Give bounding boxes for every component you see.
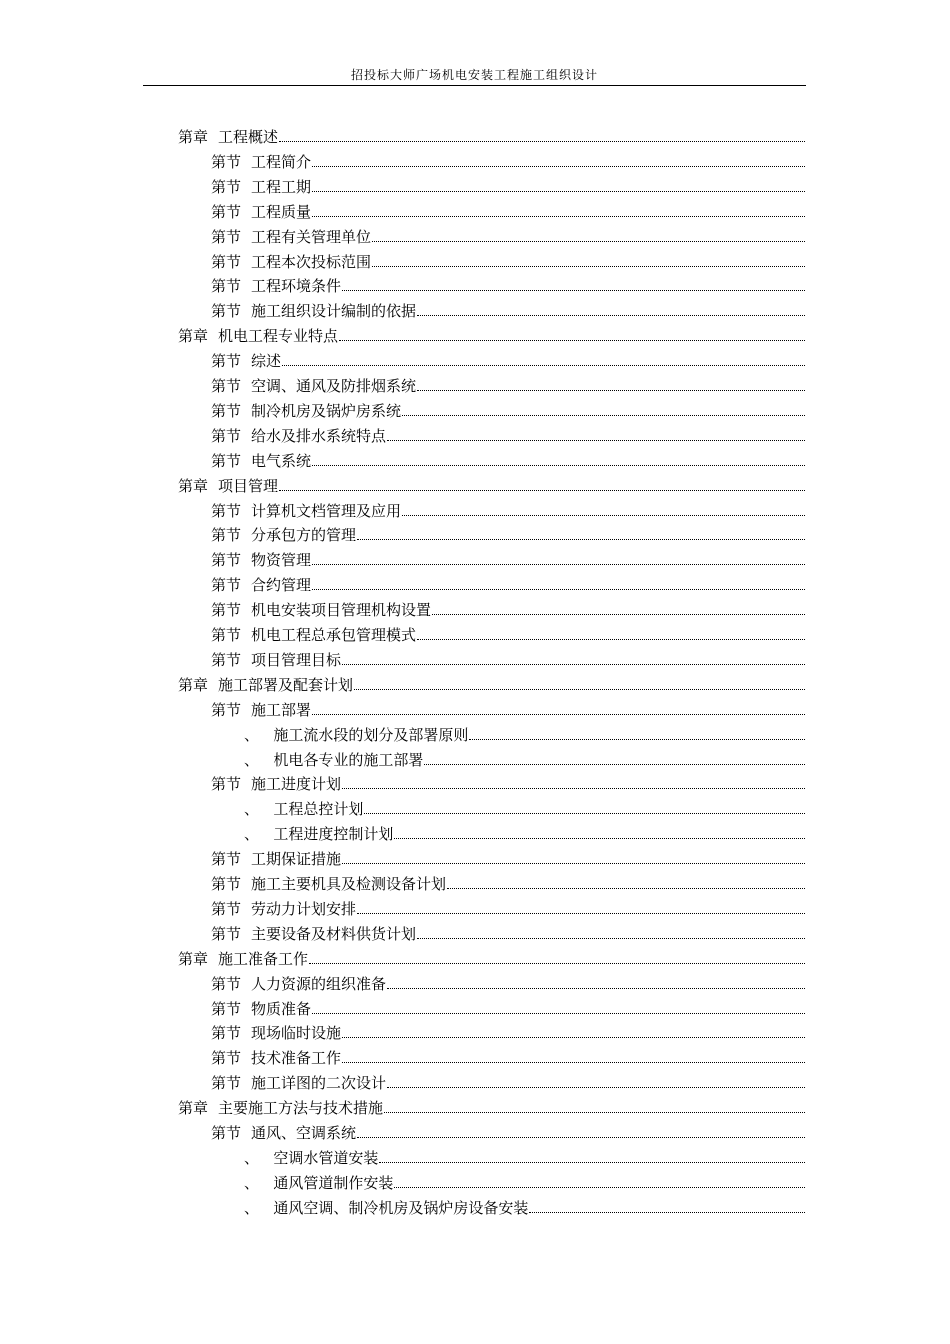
toc-section-entry[interactable] <box>211 924 805 944</box>
toc-entry-title: 物资管理 <box>251 551 312 570</box>
toc-section-entry[interactable] <box>211 351 805 371</box>
toc-entry-prefix: 第节 <box>211 302 242 321</box>
toc-entry-prefix: 第节 <box>211 501 242 520</box>
toc-entry-title: 分承包方的管理 <box>251 526 357 545</box>
toc-entry-prefix: 第节 <box>211 1049 242 1068</box>
toc-dot-leader <box>342 788 805 789</box>
toc-entry-title: 项目管理目标 <box>251 650 342 669</box>
toc-entry-title: 施工进度计划 <box>251 775 342 794</box>
toc-entry-title: 施工部署 <box>251 700 312 719</box>
toc-section-entry[interactable] <box>211 774 805 794</box>
toc-dot-leader <box>384 1112 805 1113</box>
toc-dot-leader <box>417 639 805 640</box>
toc-entry-title: 人力资源的组织准备 <box>251 974 387 993</box>
toc-section-entry[interactable] <box>211 426 805 446</box>
toc-entry-prefix: 第节 <box>211 426 242 445</box>
toc-dot-leader <box>379 1162 805 1163</box>
toc-entry-title: 施工准备工作 <box>218 949 309 968</box>
toc-section-entry[interactable] <box>211 152 805 172</box>
toc-dot-leader <box>309 963 805 964</box>
toc-entry-title: 合约管理 <box>251 576 312 595</box>
toc-entry-title: 工程环境条件 <box>251 277 342 296</box>
toc-subsection-entry[interactable] <box>244 1198 805 1218</box>
toc-dot-leader <box>447 888 805 889</box>
toc-entry-prefix: 第节 <box>211 551 242 570</box>
toc-entry-prefix: 第节 <box>211 377 242 395</box>
toc-entry-prefix: 第节 <box>211 700 242 719</box>
toc-entry-prefix: 、 <box>244 1173 274 1192</box>
toc-chapter-entry[interactable] <box>178 675 805 695</box>
toc-entry-title: 施工流水段的划分及部署原则 <box>273 725 469 744</box>
toc-entry-prefix: 第节 <box>211 1024 242 1043</box>
toc-entry-prefix: 、 <box>244 1148 274 1167</box>
toc-dot-leader <box>387 1087 805 1088</box>
toc-section-entry[interactable] <box>211 276 805 296</box>
toc-subsection-entry[interactable] <box>244 1148 805 1168</box>
toc-dot-leader <box>529 1212 805 1213</box>
toc-entry-title: 施工详图的二次设计 <box>251 1074 387 1093</box>
toc-dot-leader <box>312 191 805 192</box>
toc-entry-title: 给水及排水系统特点 <box>251 426 387 445</box>
toc-entry-prefix: 第节 <box>211 1074 242 1093</box>
toc-chapter-entry[interactable] <box>178 949 805 969</box>
toc-section-entry[interactable] <box>211 1048 805 1068</box>
toc-dot-leader <box>424 764 805 765</box>
toc-entry-prefix: 、 <box>244 1198 274 1217</box>
toc-dot-leader <box>432 614 805 615</box>
toc-entry-title: 工程概述 <box>218 128 279 146</box>
toc-section-entry[interactable] <box>211 849 805 869</box>
toc-entry-prefix: 第节 <box>211 227 242 246</box>
toc-entry-title: 工程简介 <box>251 152 312 171</box>
toc-dot-leader <box>357 1137 805 1138</box>
toc-dot-leader <box>394 838 805 839</box>
toc-entry-prefix: 第节 <box>211 352 242 371</box>
toc-entry-prefix: 第节 <box>211 875 242 893</box>
toc-entry-title: 机电安装项目管理机构设置 <box>251 601 432 620</box>
toc-dot-leader <box>339 340 805 341</box>
toc-section-entry[interactable] <box>211 600 805 620</box>
toc-entry-prefix: 第节 <box>211 277 242 296</box>
toc-entry-title: 工程本次投标范围 <box>251 252 372 271</box>
toc-dot-leader <box>279 490 805 491</box>
toc-entry-title: 机电工程专业特点 <box>218 327 339 346</box>
toc-entry-title: 物质准备 <box>251 999 312 1018</box>
toc-subsection-entry[interactable] <box>244 750 805 770</box>
toc-entry-prefix: 第节 <box>211 850 242 869</box>
toc-entry-prefix: 第节 <box>211 401 242 420</box>
toc-entry-title: 计算机文档管理及应用 <box>251 501 402 520</box>
toc-entry-prefix: 第节 <box>211 451 242 470</box>
toc-dot-leader <box>342 290 805 291</box>
toc-dot-leader <box>342 1062 805 1063</box>
toc-entry-title: 主要施工方法与技术措施 <box>218 1099 384 1118</box>
toc-entry-prefix: 第节 <box>211 924 242 943</box>
toc-entry-title: 施工主要机具及检测设备计划 <box>251 875 447 893</box>
toc-section-entry[interactable] <box>211 575 805 595</box>
toc-dot-leader <box>394 1187 805 1188</box>
toc-entry-title: 施工组织设计编制的依据 <box>251 302 417 321</box>
toc-dot-leader <box>312 1013 805 1014</box>
toc-entry-prefix: 第章 <box>178 1099 209 1118</box>
toc-entry-prefix: 第节 <box>211 252 242 271</box>
toc-entry-title: 工程有关管理单位 <box>251 227 372 246</box>
toc-entry-title: 项目管理 <box>218 476 279 495</box>
toc-entry-prefix: 第节 <box>211 202 242 221</box>
toc-entry-title: 工程工期 <box>251 177 312 196</box>
toc-dot-leader <box>357 539 805 540</box>
toc-entry-prefix: 第章 <box>178 128 209 146</box>
toc-section-entry[interactable] <box>211 974 805 994</box>
toc-section-entry[interactable] <box>211 1123 805 1143</box>
toc-entry-prefix: 第节 <box>211 601 242 620</box>
toc-section-entry[interactable] <box>211 700 805 720</box>
toc-entry-title: 制冷机房及锅炉房系统 <box>251 401 402 420</box>
toc-entry-title: 劳动力计划安排 <box>251 899 357 918</box>
toc-dot-leader <box>417 938 805 939</box>
toc-section-entry[interactable] <box>211 227 805 247</box>
toc-chapter-entry[interactable] <box>178 326 805 346</box>
toc-dot-leader <box>312 465 805 466</box>
toc-entry-prefix: 第节 <box>211 999 242 1018</box>
toc-entry-prefix: 、 <box>244 825 274 844</box>
toc-section-entry[interactable] <box>211 451 805 471</box>
toc-chapter-entry[interactable] <box>178 127 805 147</box>
toc-section-entry[interactable] <box>211 650 805 670</box>
toc-section-entry[interactable] <box>211 625 805 645</box>
toc-entry-prefix: 、 <box>244 800 274 819</box>
toc-entry-prefix: 第节 <box>211 899 242 918</box>
toc-entry-prefix: 第章 <box>178 476 209 495</box>
toc-section-entry[interactable] <box>211 177 805 197</box>
toc-entry-prefix: 第章 <box>178 675 209 694</box>
toc-section-entry[interactable] <box>211 899 805 919</box>
toc-dot-leader <box>312 714 805 715</box>
toc-entry-title: 机电工程总承包管理模式 <box>251 626 417 644</box>
toc-entry-title: 通风管道制作安装 <box>273 1173 394 1192</box>
toc-section-entry[interactable] <box>211 999 805 1019</box>
toc-dot-leader <box>312 564 805 565</box>
toc-dot-leader <box>402 515 805 516</box>
toc-subsection-entry[interactable] <box>244 1173 805 1193</box>
toc-entry-prefix: 第节 <box>211 650 242 669</box>
toc-dot-leader <box>387 988 805 989</box>
toc-section-entry[interactable] <box>211 874 805 894</box>
toc-entry-prefix: 第章 <box>178 327 209 346</box>
toc-entry-title: 工期保证措施 <box>251 850 342 869</box>
toc-subsection-entry[interactable] <box>244 799 805 819</box>
toc-entry-title: 施工部署及配套计划 <box>218 675 354 694</box>
toc-dot-leader <box>354 689 805 690</box>
toc-dot-leader <box>342 664 805 665</box>
toc-chapter-entry[interactable] <box>178 476 805 496</box>
toc-entry-title: 通风、空调系统 <box>251 1124 357 1142</box>
toc-entry-title: 现场临时设施 <box>251 1024 342 1043</box>
toc-entry-prefix: 、 <box>244 750 274 769</box>
toc-subsection-entry[interactable] <box>244 725 805 745</box>
toc-section-entry[interactable] <box>211 501 805 521</box>
toc-dot-leader <box>364 813 805 814</box>
toc-entry-prefix: 第节 <box>211 974 242 993</box>
toc-section-entry[interactable] <box>211 550 805 570</box>
toc-section-entry[interactable] <box>211 376 805 396</box>
toc-entry-prefix: 第节 <box>211 775 242 794</box>
toc-dot-leader <box>387 440 805 441</box>
toc-dot-leader <box>342 863 805 864</box>
toc-entry-prefix: 第节 <box>211 1124 242 1142</box>
toc-entry-title: 通风空调、制冷机房及锅炉房设备安装 <box>273 1198 529 1217</box>
toc-dot-leader <box>312 166 805 167</box>
toc-entry-prefix: 、 <box>244 725 274 744</box>
toc-dot-leader <box>342 1037 805 1038</box>
toc-dot-leader <box>469 739 805 740</box>
toc-section-entry[interactable] <box>211 1023 805 1043</box>
toc-dot-leader <box>417 315 805 316</box>
toc-subsection-entry[interactable] <box>244 824 805 844</box>
toc-entry-title: 工程进度控制计划 <box>273 825 394 844</box>
toc-entry-prefix: 第节 <box>211 626 242 644</box>
toc-dot-leader <box>372 241 805 242</box>
toc-entry-title: 工程总控计划 <box>273 800 364 819</box>
toc-entry-title: 机电各专业的施工部署 <box>273 750 424 769</box>
toc-dot-leader <box>402 415 805 416</box>
toc-dot-leader <box>279 141 805 142</box>
toc-entry-title: 空调水管道安装 <box>273 1148 379 1167</box>
toc-entry-title: 工程质量 <box>251 202 312 221</box>
toc-entry-prefix: 第节 <box>211 526 242 545</box>
toc-section-entry[interactable] <box>211 202 805 222</box>
toc-section-entry[interactable] <box>211 525 805 545</box>
toc-dot-leader <box>282 365 805 366</box>
toc-entry-prefix: 第节 <box>211 177 242 196</box>
toc-section-entry[interactable] <box>211 1073 805 1093</box>
toc-dot-leader <box>312 589 805 590</box>
toc-entry-prefix: 第节 <box>211 576 242 595</box>
toc-dot-leader <box>312 216 805 217</box>
toc-entry-title: 技术准备工作 <box>251 1049 342 1068</box>
toc-entry-title: 主要设备及材料供货计划 <box>251 924 417 943</box>
header-rule <box>143 85 806 86</box>
toc-dot-leader <box>357 913 805 914</box>
toc-entry-prefix: 第章 <box>178 949 209 968</box>
toc-entry-title: 综述 <box>251 352 282 371</box>
toc-section-entry[interactable] <box>211 401 805 421</box>
toc-entry-prefix: 第节 <box>211 152 242 171</box>
toc-entry-title: 电气系统 <box>251 451 312 470</box>
running-header: 招投标大师广场机电安装工程施工组织设计 <box>350 68 598 82</box>
toc-chapter-entry[interactable] <box>178 1098 805 1118</box>
toc-section-entry[interactable] <box>211 301 805 321</box>
toc-dot-leader <box>417 390 805 391</box>
toc-dot-leader <box>372 266 805 267</box>
toc-entry-title: 空调、通风及防排烟系统 <box>251 377 417 395</box>
toc-section-entry[interactable] <box>211 252 805 272</box>
